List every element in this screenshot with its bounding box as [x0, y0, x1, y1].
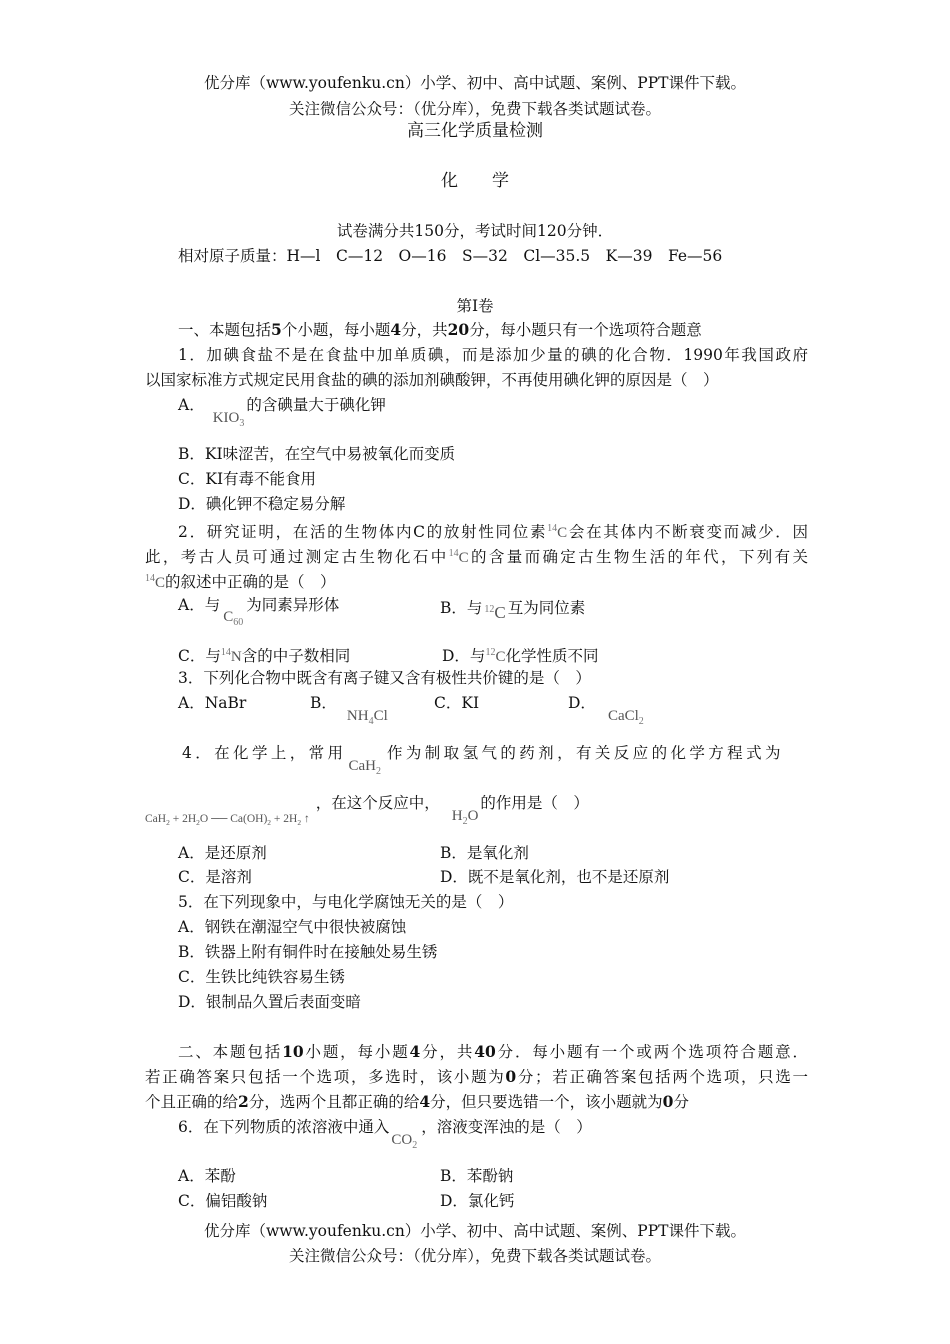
q2-option-b: B．与 $^{12}$C 互为同位素: [440, 599, 586, 622]
q4-stem-line1: 4．在化学上，常用CaH$_2$作为制取氢气的药剂，有关反应的化学方程式为: [182, 744, 784, 777]
q5-option-a: A．钢铁在潮湿空气中很快被腐蚀: [178, 918, 407, 936]
q4-stem-line2: $_{CaH_2 + 2H_2O ── Ca(OH)_2 + 2H_2 ↑}$，在这个反应中，$H_2O$的作用是（ ）: [145, 794, 589, 827]
q6-option-a: A．苯酚: [178, 1167, 236, 1185]
q6-stem: 6．在下列物质的浓溶液中通入$CO_2$，溶液变浑浊的是（ ）: [178, 1118, 592, 1151]
q1-option-c: C．KI有毒不能食用: [178, 470, 317, 488]
footer-line-1: 优分库（www.youfenku.cn）小学、初中、高中试题、案例、PPT课件下载。: [203, 1222, 747, 1240]
q1-stem-line2: 以国家标准方式规定民用食盐的碘的添加剂碘酸钾，不再使用碘化钾的原因是（ ）: [145, 371, 719, 389]
q1-option-a: A．$KIO_3$的含碘量大于碘化钾: [178, 396, 386, 429]
section2-line2: 若正确答案只包括一个选项，多选时，该小题为0分；若正确答案包括两个选项，只选一: [145, 1067, 808, 1086]
q4-option-b: B．是氧化剂: [440, 844, 529, 862]
q5-stem: 5．在下列现象中，与电化学腐蚀无关的是（ ）: [178, 893, 514, 911]
atomic-mass: 相对原子质量：H—l C—12 O—16 S—32 Cl—35.5 K—39 Fe—56: [178, 247, 723, 265]
q2-option-a: A．与$C_{60}$为同素异形体: [178, 596, 340, 628]
q1-option-b: B．KI味涩苦，在空气中易被氧化而变质: [178, 445, 456, 463]
q5-option-c: C．生铁比纯铁容易生锈: [178, 968, 345, 986]
q6-option-b: B．苯酚钠: [440, 1167, 514, 1185]
q5-option-b: B．铁器上附有铜件时在接触处易生锈: [178, 943, 438, 961]
q2-stem-line3: $^{14}$C的叙述中正确的是（ ）: [145, 573, 336, 591]
q2-stem-line2: 此，考古人员可通过测定古生物化石中$^{14}$C的含量而确定古生物生活的年代，下列有关: [145, 548, 808, 566]
part-title: 第Ⅰ卷: [456, 297, 494, 315]
footer-line-2: 关注微信公众号：（优分库），免费下载各类试题试卷。: [288, 1247, 661, 1265]
q3-option-d: D．CaCl$_2$: [568, 694, 644, 727]
section2-line3: 个且正确的给2分，选两个且都正确的给4分，但只要选错一个，该小题就为0分: [145, 1092, 689, 1111]
q2-option-d: D．与$^{12}$C化学性质不同: [442, 647, 599, 665]
q3-option-c: C．KI: [434, 694, 480, 712]
header-line-2: 关注微信公众号：（优分库），免费下载各类试题试卷。: [288, 100, 661, 118]
page-title: 高三化学质量检测: [407, 121, 543, 141]
q4-option-a: A．是还原剂: [178, 844, 267, 862]
q4-equation: CaH2 + 2H2O ── Ca(OH)2 + 2H2 ↑: [145, 813, 310, 827]
q4-option-d: D．既不是氧化剂，也不是还原剂: [440, 868, 670, 886]
q3-stem: 3．下列化合物中既含有离子键又含有极性共价键的是（ ）: [178, 669, 591, 687]
subject-title: 化 学: [441, 171, 509, 191]
q2-option-c: C．与$^{14}$N含的中子数相同: [178, 647, 351, 665]
q3-option-b: B．$NH_4Cl$: [310, 694, 388, 727]
q6-option-c: C．偏铝酸钠: [178, 1192, 268, 1210]
q5-option-d: D．银制品久置后表面变暗: [178, 993, 361, 1011]
q6-option-d: D．氯化钙: [440, 1192, 515, 1210]
q1-stem-line1: 1．加碘食盐不是在食盐中加单质碘，而是添加少量的碘的化合物．1990年我国政府: [178, 346, 808, 364]
exam-info: 试卷满分共150分，考试时间120分钟．: [336, 222, 614, 240]
q2-stem-line1: 2．研究证明，在活的生物体内C的放射性同位素$^{14}$C会在其体内不断衰变而减少．因: [178, 523, 808, 541]
q4-option-c: C．是溶剂: [178, 868, 252, 886]
section2-line1: 二、本题包括10小题，每小题4分，共40分．每小题有一个或两个选项符合题意．: [178, 1042, 808, 1061]
header-line-1: 优分库（www.youfenku.cn）小学、初中、高中试题、案例、PPT课件下载。: [203, 74, 747, 92]
q3-option-a: A．NaBr: [178, 694, 247, 712]
section1-instructions: 一、本题包括5个小题，每小题4分，共20分，每小题只有一个选项符合题意: [178, 320, 702, 339]
q1-option-d: D．碘化钾不稳定易分解: [178, 495, 346, 513]
